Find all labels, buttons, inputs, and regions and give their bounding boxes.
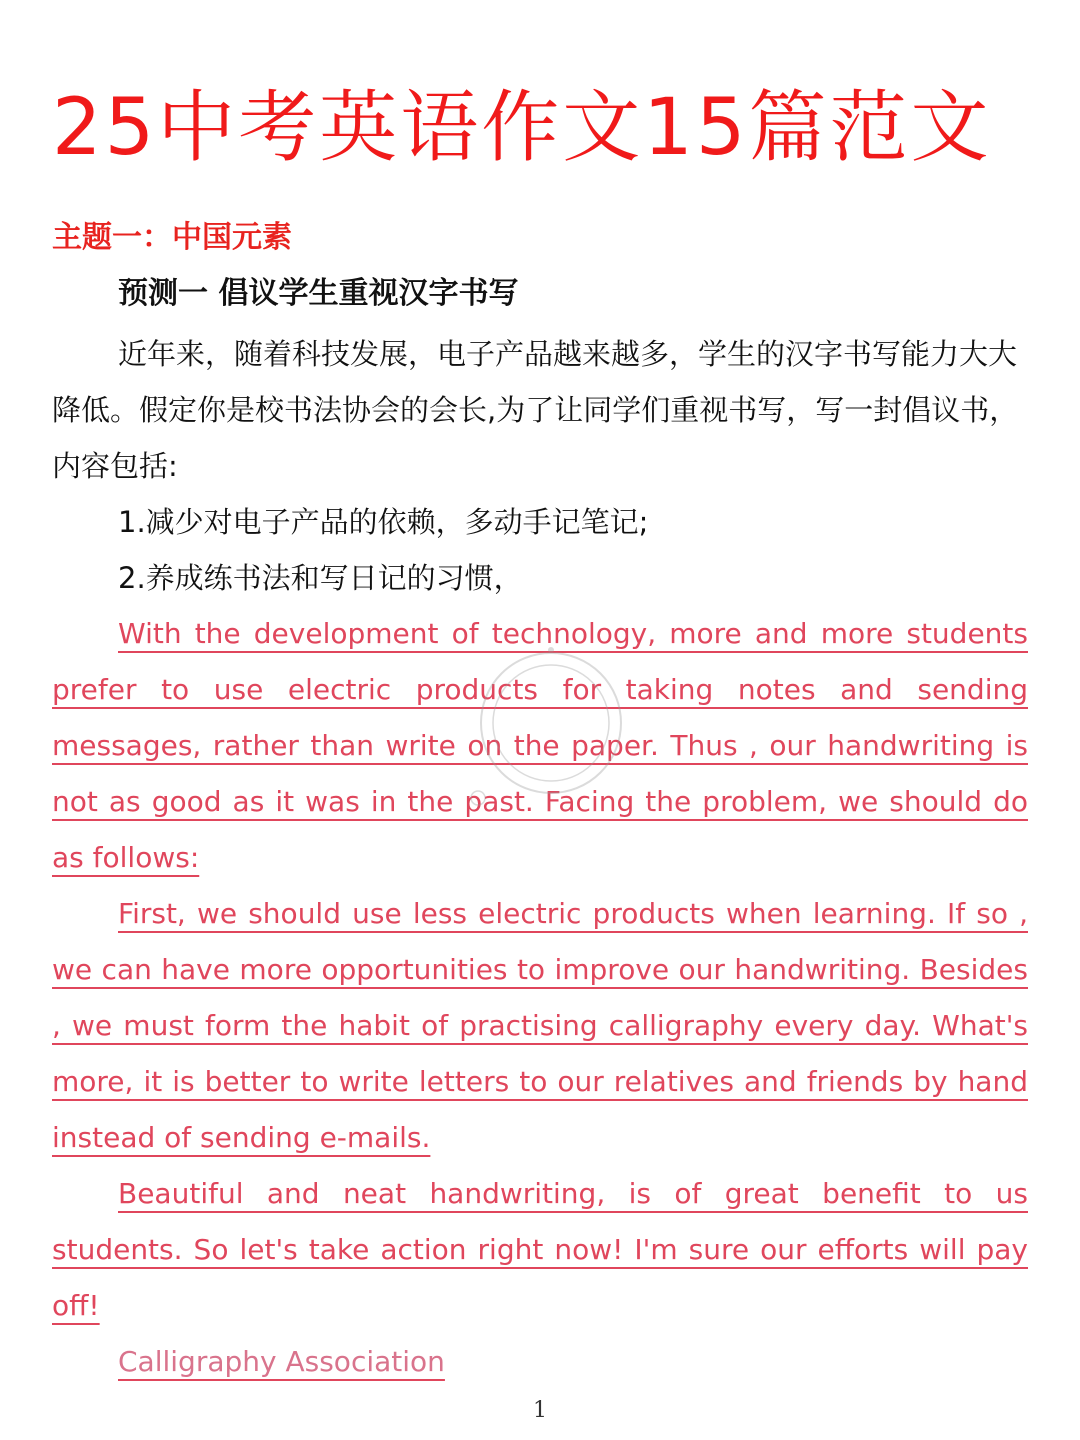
prediction-heading: 预测一 倡议学生重视汉字书写 bbox=[118, 276, 519, 311]
essay-paragraph-3-text: Beautiful and neat handwriting, is of great benefit to us students. So let's take action right now! I'm sure our efforts will pay off! bbox=[52, 1177, 1028, 1322]
prompt-point-1: 1.减少对电子产品的依赖，多动手记笔记; bbox=[118, 505, 649, 539]
prompt-intro: 近年来，随着科技发展，电子产品越来越多，学生的汉字书写能力大大降低。假定你是校书法协会的会长,为了让同学们重视书写，写一封倡议书，内容包括: bbox=[52, 337, 1019, 483]
writing-prompt bbox=[52, 326, 1028, 606]
essay-paragraph-1-text: With the development of technology, more and more students prefer to use electric products for taking notes and sending messages, rather than write on the paper. Thus , our handwriting is not as good as it was in the past. Facing the problem, we should do as follows: bbox=[52, 617, 1028, 874]
essay-signature-text: Calligraphy Association bbox=[118, 1345, 445, 1378]
watermark-stamp-icon bbox=[466, 638, 636, 808]
prompt-point-2: 2.养成练书法和写日记的习惯， bbox=[118, 561, 523, 595]
topic-heading: 主题一：中国元素 bbox=[52, 220, 292, 255]
essay-signature bbox=[52, 1334, 1028, 1390]
essay-paragraph-3 bbox=[52, 1166, 1028, 1334]
document-title: 25中考英语作文15篇范文 bbox=[52, 83, 992, 173]
essay-paragraph-2-text: First, we should use less electric products when learning. If so , we can have more opportunities to improve our handwriting. Besides , we must form the habit of practising calligraphy every day. What's more, it is better to write letters to our relatives and friends by hand instead of sending e-mails. bbox=[52, 897, 1028, 1154]
page-number: 1 bbox=[533, 1398, 547, 1423]
essay-paragraph-2 bbox=[52, 886, 1028, 1166]
